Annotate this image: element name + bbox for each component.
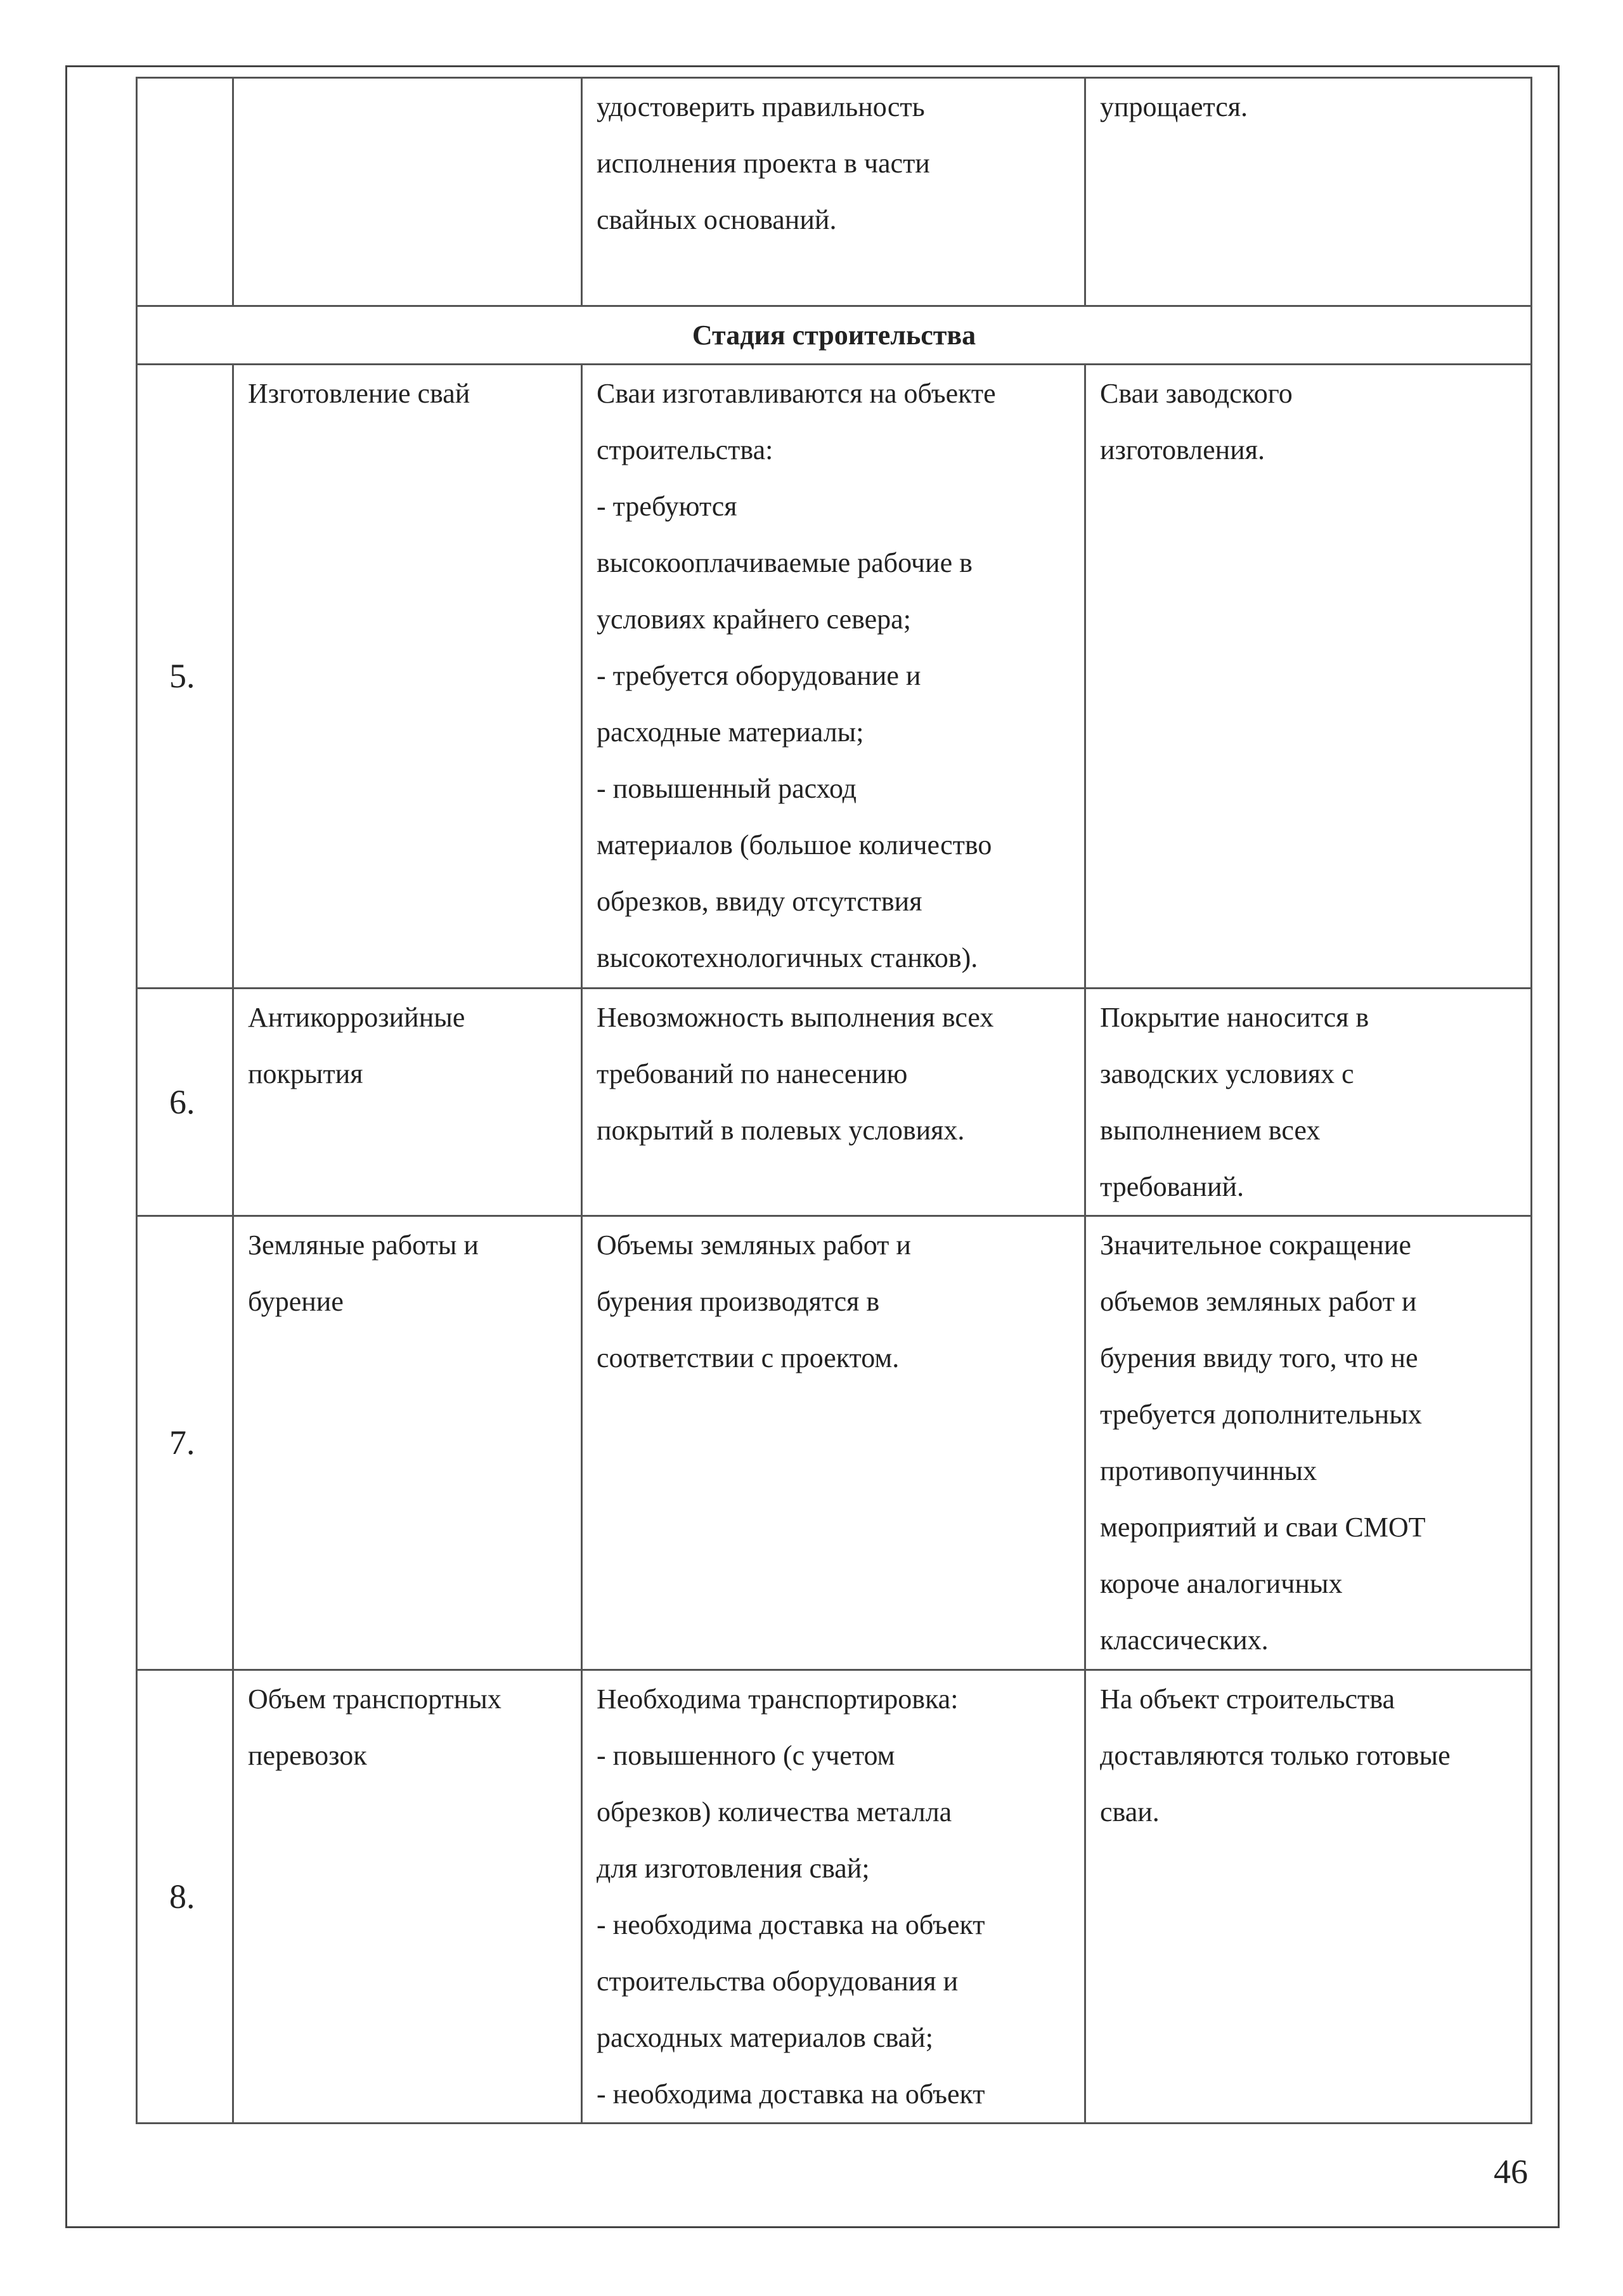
row-number: 6. (137, 989, 233, 1216)
row-number: 5. (137, 365, 233, 989)
smot-method-cell: Сваи заводского изготовления. (1085, 365, 1532, 989)
parameter-cell: Земляные работы и бурение (233, 1216, 582, 1670)
smot-method-cell: упрощается. (1085, 78, 1532, 306)
parameter-cell: Объем транспортных перевозок (233, 1670, 582, 2124)
traditional-method-cell: Сваи изготавливаются на объекте строительства: - требуются высокооплачиваемые рабочие в условиях крайнего севера; - требуется оборудование и расходные материалы; - повышенный расход материалов (большое количество обрезков, ввиду отсутствия высокотехнологичных станков). (582, 365, 1085, 989)
smot-method-cell: Значительное сокращение объемов земляных работ и бурения ввиду того, что не требуется дополнительных противопучинных мероприятий и сваи СМОТ короче аналогичных классических. (1085, 1216, 1532, 1670)
parameter-cell (233, 78, 582, 306)
comparison-table (136, 77, 1532, 2124)
traditional-method-cell: Объемы земляных работ и бурения производятся в соответствии с проектом. (582, 1216, 1085, 1670)
traditional-method-cell: удостоверить правильность исполнения проекта в части свайных оснований. (582, 78, 1085, 306)
smot-method-cell: Покрытие наносится в заводских условиях с выполнением всех требований. (1085, 989, 1532, 1216)
row-number: 7. (137, 1216, 233, 1670)
table-row (137, 1670, 1532, 2124)
traditional-method-cell: Необходима транспортировка: - повышенного (с учетом обрезков) количества металла для изготовления свай; - необходима доставка на объект строительства оборудования и расходных материалов свай; - необходима доставка на объект (582, 1670, 1085, 2124)
stage-header: Стадия строительства (137, 306, 1532, 365)
table-row (137, 365, 1532, 989)
table-row (137, 78, 1532, 306)
table-row (137, 989, 1532, 1216)
row-number (137, 78, 233, 306)
parameter-cell: Антикоррозийные покрытия (233, 989, 582, 1216)
stage-header-row (137, 306, 1532, 365)
parameter-cell: Изготовление свай (233, 365, 582, 989)
row-number: 8. (137, 1670, 233, 2124)
table-row (137, 1216, 1532, 1670)
smot-method-cell: На объект строительства доставляются только готовые сваи. (1085, 1670, 1532, 2124)
traditional-method-cell: Невозможность выполнения всех требований по нанесению покрытий в полевых условиях. (582, 989, 1085, 1216)
page-number: 46 (1494, 2153, 1528, 2191)
